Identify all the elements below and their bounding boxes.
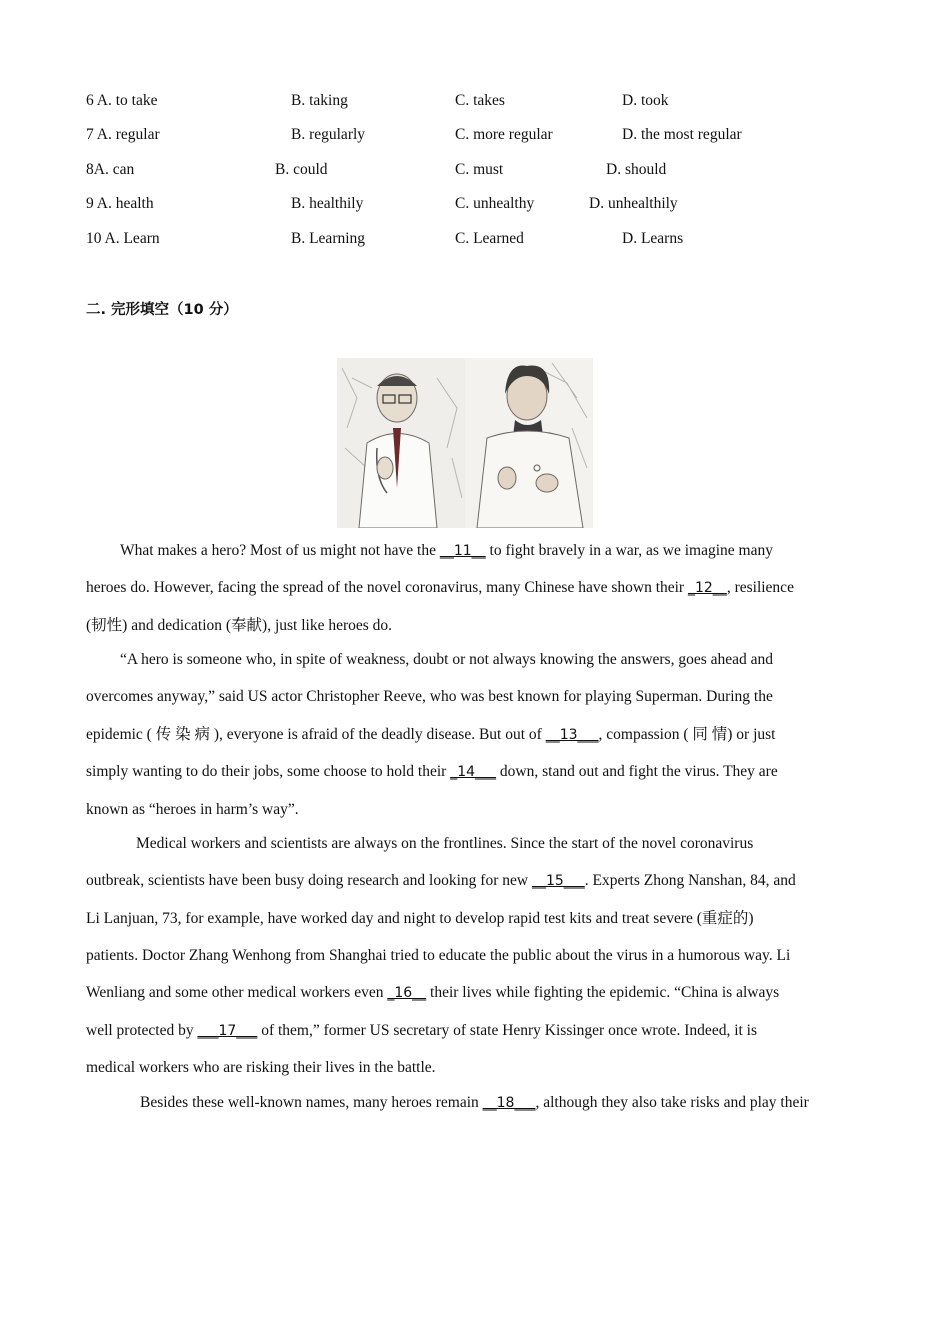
passage-line: known as “heroes in harm’s way”.: [86, 801, 299, 818]
q8-option-d: D. should: [606, 161, 667, 178]
passage-line: Li Lanjuan, 73, for example, have worked day and night to develop rapid test kits and treat severe (重症的): [86, 910, 754, 927]
passage-line: overcomes anyway,” said US actor Christopher Reeve, who was best known for playing Superman. During the: [86, 688, 773, 705]
blank-17[interactable]: ___17___: [197, 1023, 258, 1039]
q9-number: 9 A.: [86, 195, 112, 212]
passage-line: patients. Doctor Zhang Wenhong from Shanghai tried to educate the public about the virus in a humorous way. Li: [86, 947, 791, 964]
q10-option-a: Learn: [123, 230, 160, 247]
q8-number: 8A.: [86, 161, 109, 178]
q7-option-a: regular: [115, 126, 160, 143]
q7-option-b: B. regularly: [291, 126, 366, 143]
q8-option-c: C. must: [455, 161, 504, 178]
q6-option-a: to take: [115, 92, 158, 109]
passage-line: Wenliang and some other medical workers even _16__ their lives while fighting the epidemic. “China is always: [86, 984, 780, 1001]
q9-option-a: health: [115, 195, 154, 212]
doctors-sketch-image: [337, 358, 593, 528]
q6-number: 6 A.: [86, 92, 112, 109]
blank-11[interactable]: __11__: [439, 543, 486, 559]
q9-option-b: B. healthily: [291, 195, 364, 212]
passage-line: outbreak, scientists have been busy doing research and looking for new __15___. Experts Zhong Nanshan, 84, and: [86, 872, 796, 889]
passage-line: well protected by ___17___ of them,” former US secretary of state Henry Kissinger once wrote. Indeed, it is: [86, 1022, 758, 1039]
blank-12[interactable]: _12__: [687, 580, 727, 596]
q8-option-b: B. could: [275, 161, 328, 178]
blank-18[interactable]: __18___: [482, 1095, 536, 1111]
q10-option-d: D. Learns: [622, 230, 684, 247]
passage-line: medical workers who are risking their lives in the battle.: [86, 1059, 436, 1076]
passage-line: simply wanting to do their jobs, some choose to hold their _14___ down, stand out and fight the virus. They are: [86, 763, 778, 780]
q7-option-d: D. the most regular: [622, 126, 742, 143]
passage-paragraph-2: “A hero is someone who, in spite of weakness, doubt or not always knowing the answers, goes ahead and: [120, 651, 774, 668]
q10-option-c: C. Learned: [455, 230, 524, 247]
blank-15[interactable]: __15___: [531, 873, 585, 889]
passage-paragraph-4: Besides these well-known names, many heroes remain __18___, although they also take risks and play their: [140, 1094, 809, 1111]
blank-16[interactable]: _16__: [387, 985, 427, 1001]
passage-paragraph-1: What makes a hero? Most of us might not have the __11__ to fight bravely in a war, as we imagine many: [120, 542, 773, 559]
q6-option-c: C. takes: [455, 92, 505, 109]
q6-option-b: B. taking: [291, 92, 348, 109]
q6-option-d: D. took: [622, 92, 669, 109]
passage-line: heroes do. However, facing the spread of the novel coronavirus, many Chinese have shown their _12__, resilience: [86, 579, 794, 596]
passage-line: (韧性) and dedication (奉献), just like heroes do.: [86, 617, 393, 634]
q10-number: 10 A.: [86, 230, 120, 247]
passage-paragraph-3: Medical workers and scientists are always on the frontlines. Since the start of the novel coronavirus: [136, 835, 754, 852]
q9-option-d: D. unhealthily: [589, 195, 678, 212]
section-heading: 二. 完形填空（10 分）: [86, 302, 238, 318]
blank-14[interactable]: _14___: [450, 764, 497, 780]
q8-option-a: can: [112, 161, 135, 178]
passage-line: epidemic ( 传 染 病 ), everyone is afraid of the deadly disease. But out of __13___, compassion ( 同 情) or just: [86, 726, 776, 743]
blank-13[interactable]: __13___: [545, 727, 599, 743]
q7-option-c: C. more regular: [455, 126, 553, 143]
q10-option-b: B. Learning: [291, 230, 366, 247]
q7-number: 7 A.: [86, 126, 112, 143]
q9-option-c: C. unhealthy: [455, 195, 535, 212]
